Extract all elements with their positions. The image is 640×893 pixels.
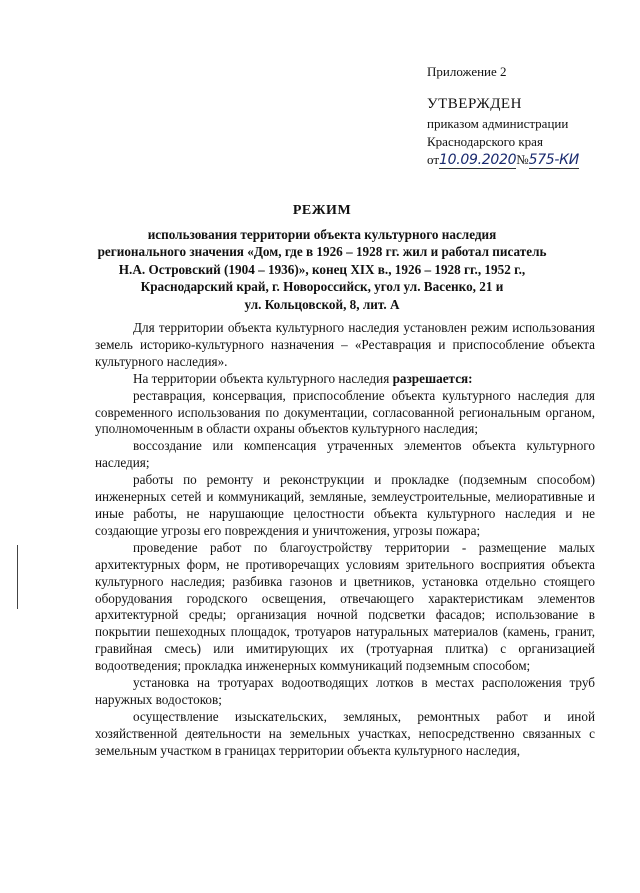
heading-line: ул. Кольцовской, 8, лит. А (244, 296, 400, 312)
list-item: реставрация, консервация, приспособление объекта культурного наследия для современного использования по документации, согласованной региональным органом, уполномоченным в области охраны объектов культурного наследия; (95, 387, 595, 437)
document-title: РЕЖИМ (292, 203, 352, 218)
list-item: работы по ремонту и реконструкции и прокладке (подземным способом) инженерных сетей и коммуникаций, земляные, землеустроительные, мелиоративные и иные работы, не нарушающие целостности объекта культурного наследия и не создающие угрозы его повреждения и уничтожения, угрозы пожара; (95, 472, 595, 538)
document-body (95, 320, 595, 760)
heading-line: регионального значения «Дом, где в 1926 – 1928 гг. жил и работал писатель (97, 244, 547, 259)
order-date: 10.09.2020 (439, 152, 517, 168)
approval-line-2: Краснодарского края (427, 134, 543, 149)
order-prefix: от (427, 152, 440, 167)
list-item: установка на тротуарах водоотводящих лотков в местах расположения труб наружных водостоков; (95, 675, 595, 707)
approval-block (427, 63, 579, 169)
heading-line: Краснодарский край, г. Новороссийск, угол ул. Васенко, 21 и (140, 279, 504, 294)
appendix-label: Приложение 2 (427, 64, 507, 79)
paragraph-bold: разрешается: (392, 370, 473, 386)
order-number: 575-КИ (528, 152, 579, 168)
heading-line: Н.А. Островский (1904 – 1936)», конец XIX в., 1926 – 1928 гг., 1952 г., (118, 261, 526, 277)
paragraph (95, 371, 595, 388)
list-item: осуществление изыскательских, земляных, ремонтных работ и иной хозяйственной деятельности на земельных участках, непосредственно связанных с земельным участком в границах территории объекта культурного наследия, (95, 708, 595, 758)
paragraph: Для территории объекта культурного наследия установлен режим использования земель историко-культурного назначения – «Реставрация и приспособление объекта культурного наследия». (95, 320, 595, 369)
order-number-label: № (516, 152, 529, 167)
list-item: воссоздание или компенсация утраченных элементов объекта культурного наследия; (95, 438, 595, 471)
paragraph-text: На территории объекта культурного наследия (133, 370, 393, 386)
margin-mark (17, 545, 18, 609)
document-heading (78, 202, 566, 313)
approved-label: УТВЕРЖДЕН (427, 96, 522, 112)
order-line (427, 151, 579, 169)
heading-line: использования территории объекта культурного наследия (147, 226, 497, 242)
list-item: проведение работ по благоустройству территории - размещение малых архитектурных форм, не противоречащих условиям зрительного восприятия объекта культурного наследия; разбивка газонов и цветников, установка отдельно стоящего оборудования городского освещения, отвечающего характеристикам элементов архитектурной среды; организация ночной подсветки фасадов; использование в покрытии пешеходных площадок, тротуаров натуральных материалов (камень, гранит, гравийная смесь) или имитирующих их (тротуарная плитка) с организацией водоотведения; прокладка инженерных коммуникаций подземным способом; (95, 539, 595, 674)
approval-line-1: приказом администрации (427, 116, 569, 131)
